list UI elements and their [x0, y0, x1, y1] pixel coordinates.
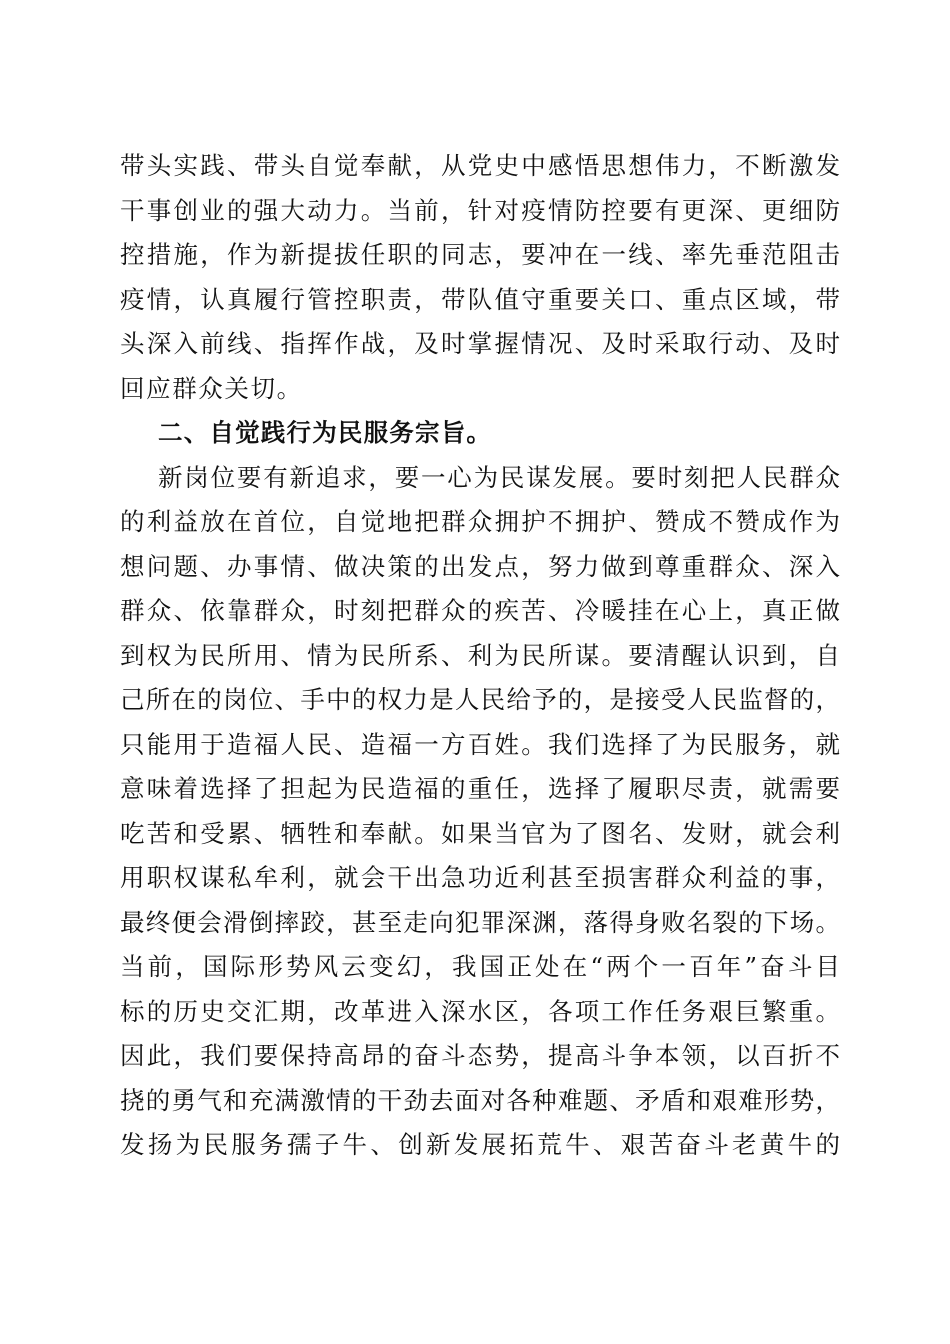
section-heading: 二、自觉践行为民服务宗旨。	[158, 418, 493, 447]
text-line: 最终便会滑倒摔跤，甚至走向犯罪深渊，落得身败名裂的下场。	[120, 907, 840, 937]
text-line: 挠的勇气和充满激情的干劲去面对各种难题、矛盾和艰难形势，	[120, 1085, 840, 1115]
text-line: 带头实践、带头自觉奉献，从党史中感悟思想伟力，不断激发	[120, 151, 840, 180]
text-line: 干事创业的强大动力。当前，针对疫情防控要有更深、更细防	[120, 195, 840, 225]
text-line: 的利益放在首位，自觉地把群众拥护不拥护、赞成不赞成作为	[120, 507, 840, 536]
text-line: 控措施，作为新提拔任职的同志，要冲在一线、率先垂范阻击	[120, 240, 840, 269]
text-line: 新岗位要有新追求，要一心为民谋发展。要时刻把人民群众	[158, 462, 840, 492]
text-line: 因此，我们要保持高昂的奋斗态势，提高斗争本领，以百折不	[120, 1041, 840, 1070]
text-line: 标的历史交汇期，改革进入深水区，各项工作任务艰巨繁重。	[120, 996, 840, 1026]
text-line: 意味着选择了担起为民造福的重任，选择了履职尽责，就需要	[120, 774, 840, 803]
text-line: 到权为民所用、情为民所系、利为民所谋。要清醒认识到，自	[120, 640, 840, 670]
text-line: 己所在的岗位、手中的权力是人民给予的，是接受人民监督的，	[120, 685, 840, 714]
text-line: 用职权谋私牟利，就会干出急功近利甚至损害群众利益的事，	[120, 863, 840, 892]
text-line: 吃苦和受累、牺牲和奉献。如果当官为了图名、发财，就会利	[120, 818, 840, 848]
text-line: 群众、依靠群众，时刻把群众的疾苦、冷暖挂在心上，真正做	[120, 596, 840, 625]
text-line: 疫情，认真履行管控职责，带队值守重要关口、重点区域，带	[120, 284, 840, 314]
text-line: 当前，国际形势风云变幻，我国正处在“两个一百年”奋斗目	[120, 952, 840, 981]
body-text	[120, 144, 840, 1168]
text-line: 发扬为民服务孺子牛、创新发展拓荒牛、艰苦奋斗老黄牛的	[120, 1130, 840, 1159]
text-line: 想问题、办事情、做决策的出发点，努力做到尊重群众、深入	[120, 551, 840, 581]
text-line: 头深入前线、指挥作战，及时掌握情况、及时采取行动、及时	[120, 329, 840, 358]
text-line: 回应群众关切。	[120, 373, 303, 403]
text-line: 只能用于造福人民、造福一方百姓。我们选择了为民服务，就	[120, 729, 840, 759]
